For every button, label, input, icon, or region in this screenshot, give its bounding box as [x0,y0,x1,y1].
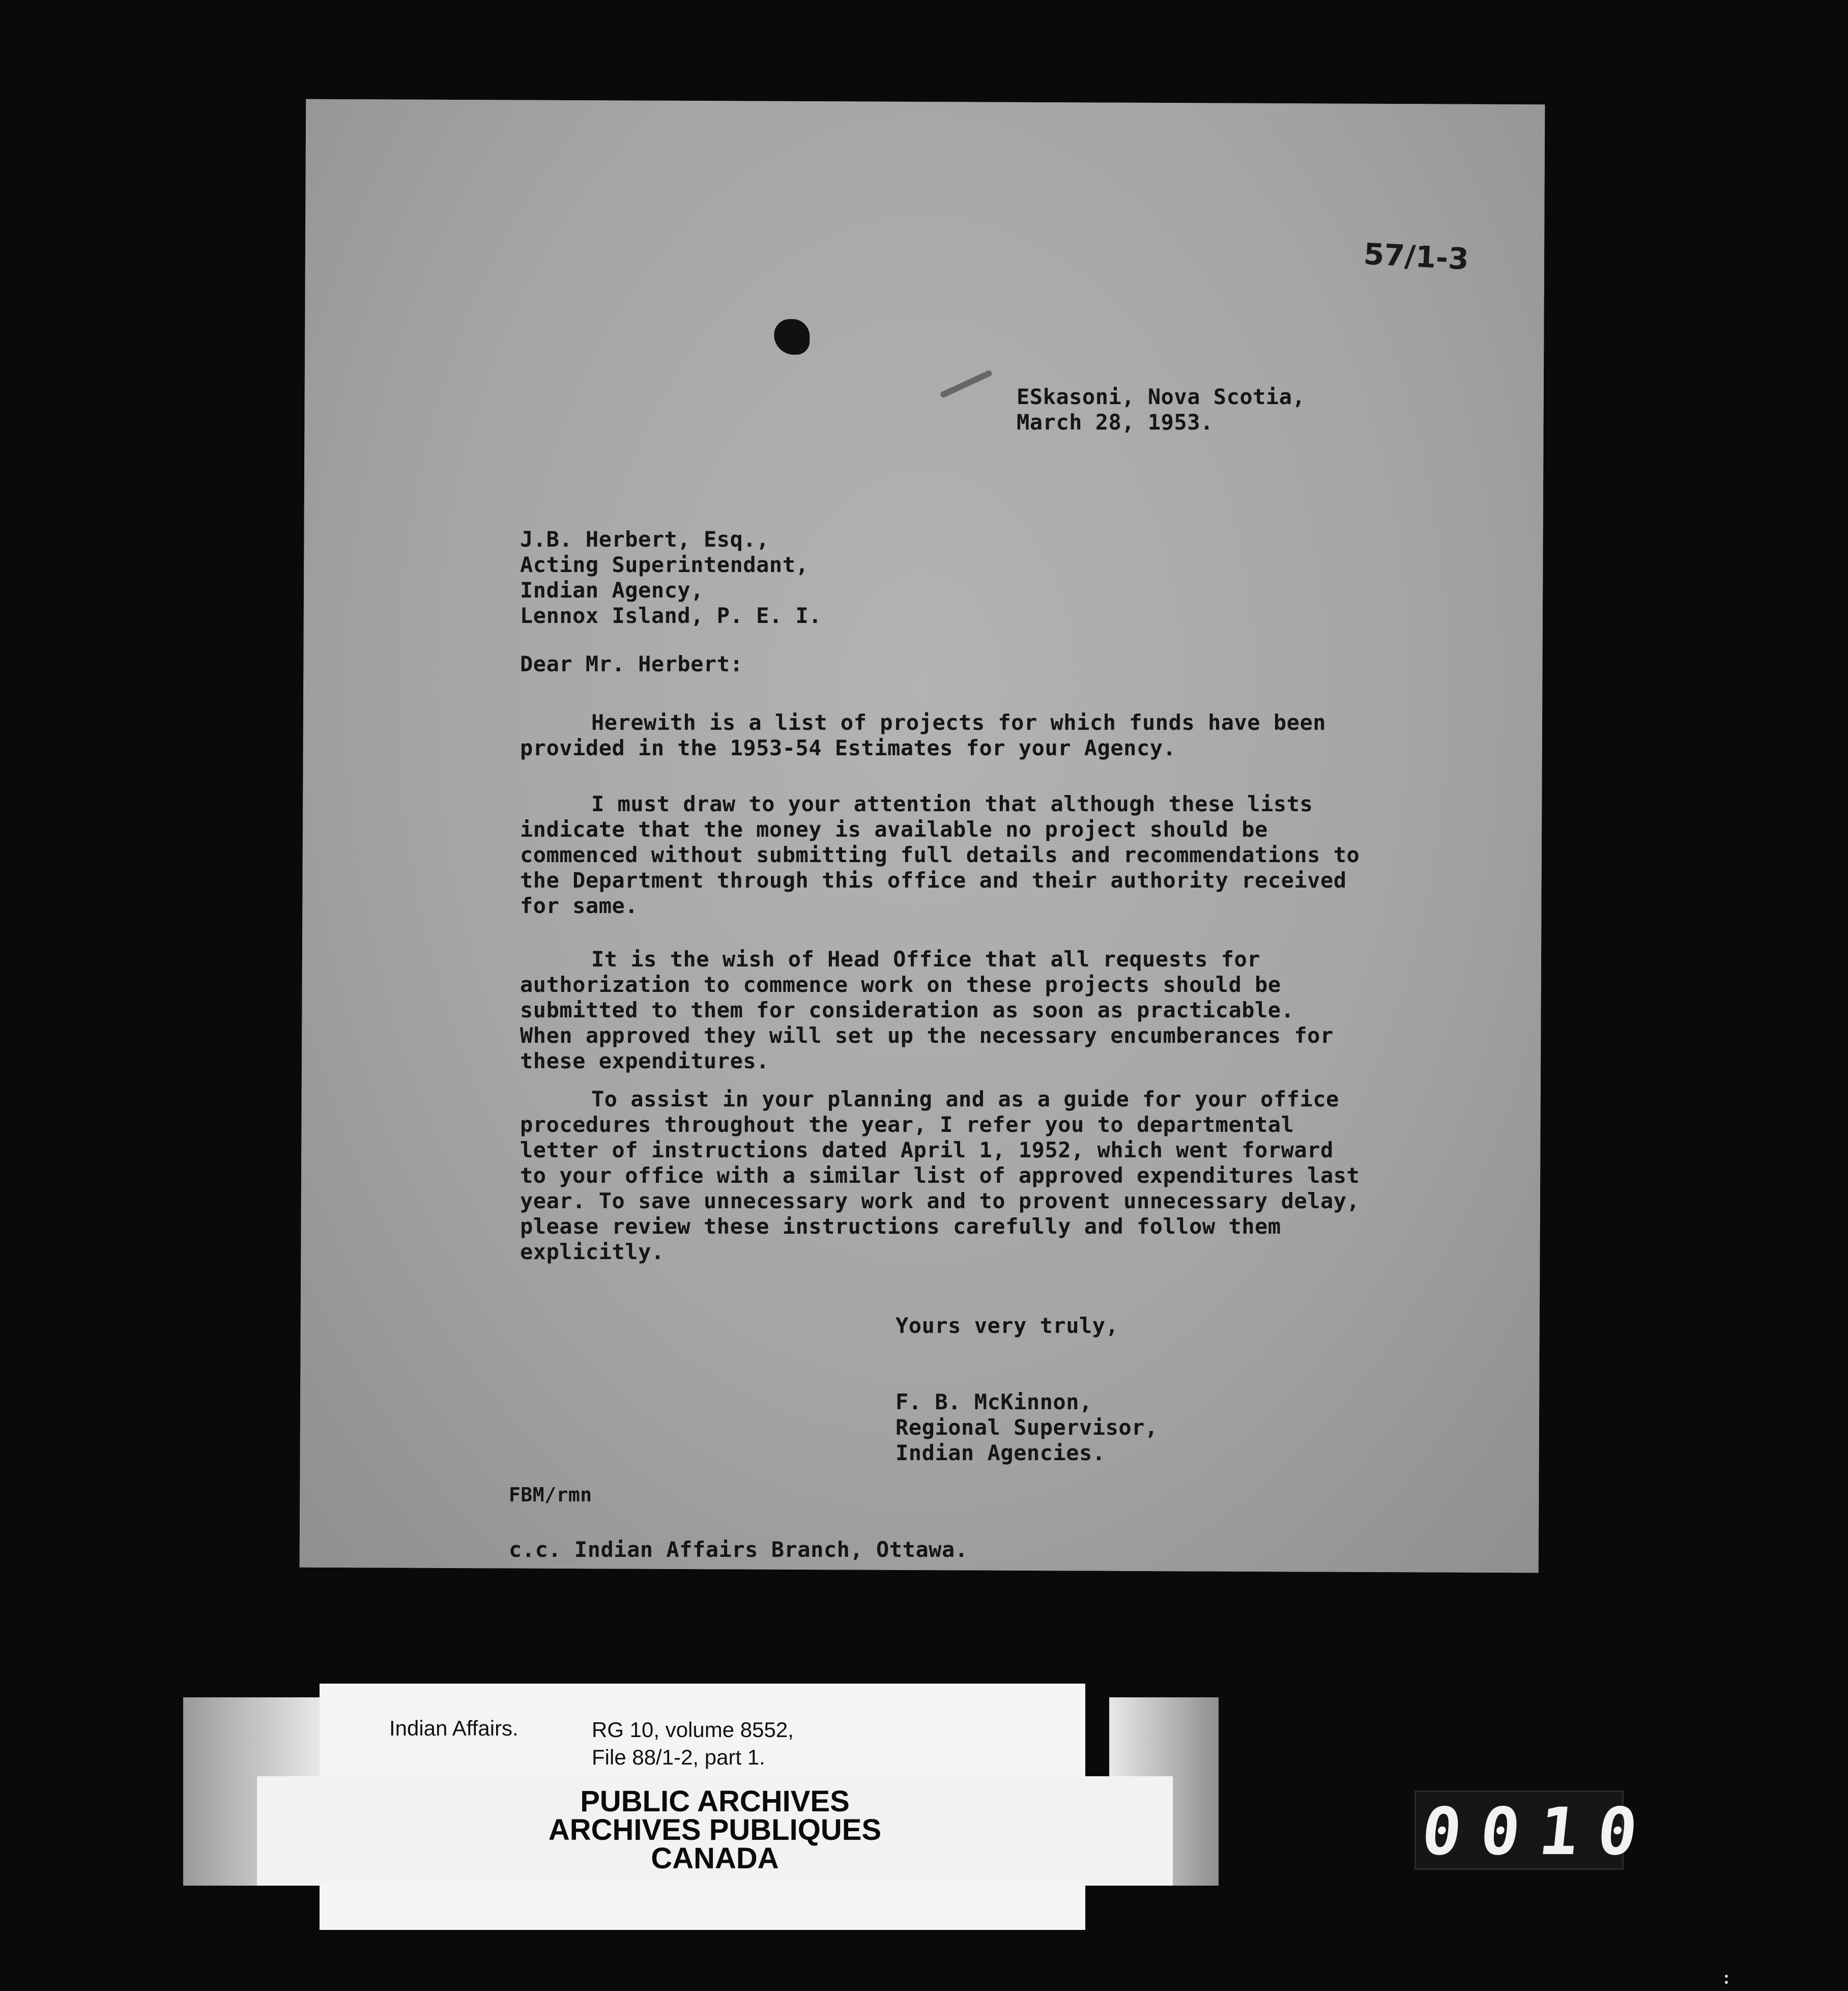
salutation: Dear Mr. Herbert: [520,651,743,676]
ink-blot [774,319,810,355]
file-number: 57/1-3 [1363,236,1470,277]
addressee: J.B. Herbert, Esq., Acting Superintendant, Indian Agency, Lennox Island, P. E. I. [520,527,822,628]
closing: Yours very truly, [896,1313,1119,1338]
signature-block: F. B. McKinnon, Regional Supervisor, Indian Agencies. [896,1389,1158,1465]
paragraph-2: I must draw to your attention that although these lists indicate that the money is available no project should be commenced without submitting full details and recommendations to the Department through this office and their authority received for same. [520,791,1360,918]
archives-name: PUBLIC ARCHIVES ARCHIVES PUBLIQUES CANADA [548,1785,882,1875]
archive-reference: RG 10, volume 8552, File 88/1-2, part 1. [592,1718,794,1769]
archive-source: Indian Affairs. [389,1716,518,1740]
frame-number: 0010 [1418,1794,1661,1870]
archive-label-bottom [320,1883,1085,1930]
place-date: ESkasoni, Nova Scotia, March 28, 1953. [1017,384,1306,435]
paragraph-4: To assist in your planning and as a guide for your office procedures throughout the year, I refer you to departmental letter of instructions dated April 1, 1952, which went forward to your office with a similar list of approved expenditures last year. To save unnecessary work and to provent unnecessary delay, please review these instructions carefully and follow them explicitly. [520,1087,1360,1264]
typist-initials: FBM/rmn [509,1484,592,1506]
film-specks [1725,1975,1734,1984]
carbon-copy: c.c. Indian Affairs Branch, Ottawa. [509,1537,968,1562]
paragraph-1: Herewith is a list of projects for which funds have been provided in the 1953-54 Estimates for your Agency. [520,710,1326,760]
scratch-mark [939,369,993,399]
paragraph-3: It is the wish of Head Office that all requests for authorization to commence work on these projects should be submitted to them for consideration as soon as practicable. When approved they will set up the necessary encumberances for these expenditures. [520,947,1334,1073]
